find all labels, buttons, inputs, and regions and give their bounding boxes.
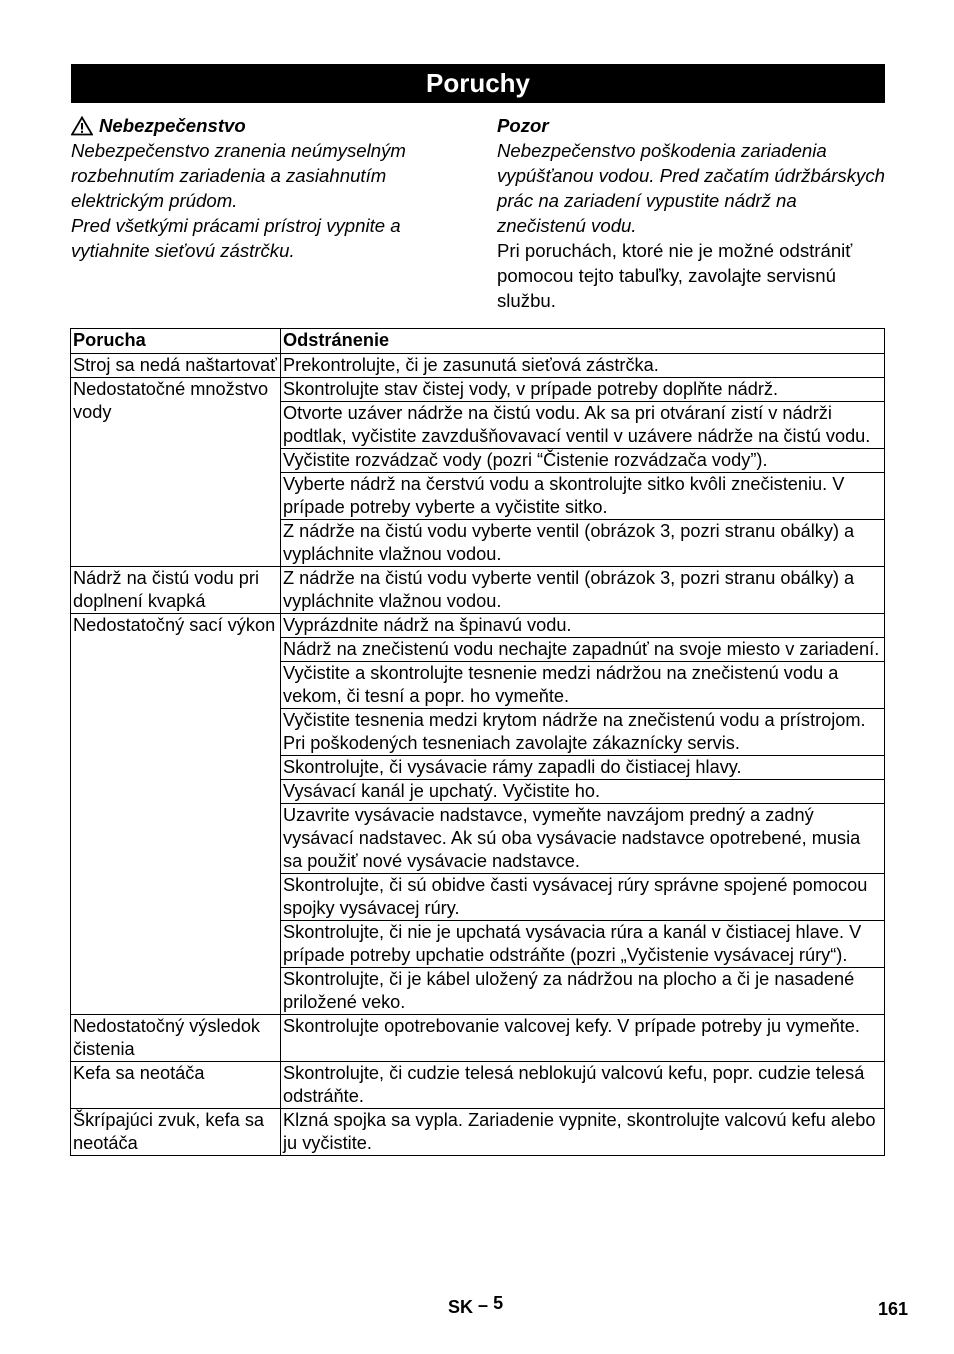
danger-notice (71, 113, 463, 263)
remedy-cell: Vyprázdnite nádrž na špinavú vodu. (281, 614, 885, 638)
danger-line-1: Nebezpečenstvo zranenia neúmyselným rozbehnutím zariadenia a zasiahnutím elektrickým prúdom. (71, 140, 406, 211)
remedy-cell: Vyberte nádrž na čerstvú vodu a skontrolujte sitko kvôli znečisteniu. V prípade potreby vyberte a vyčistite sitko. (281, 473, 885, 520)
page-number: 161 (878, 1299, 909, 1319)
header-remedy: Odstránenie (281, 329, 885, 354)
table-row (71, 354, 885, 378)
remedy-cell: Z nádrže na čistú vodu vyberte ventil (obrázok 3, pozri stranu obálky) a vypláchnite vlažnou vodou. (281, 520, 885, 567)
fault-cell: Stroj sa nedá naštartovať (71, 354, 281, 378)
danger-heading-text: Nebezpečenstvo (99, 115, 246, 136)
fault-cell: Nádrž na čistú vodu pri doplnení kvapká (71, 567, 281, 614)
fault-cell: Nedostatočné množstvo vody (71, 378, 281, 567)
table-body (71, 354, 885, 1156)
remedy-cell: Skontrolujte, či nie je upchatá vysávacia rúra a kanál v čistiacej hlave. V prípade potreby upchatie odstráňte (pozri „Vyčistenie vysávacej rúry“). (281, 921, 885, 968)
danger-line-2: Pred všetkými prácami prístroj vypnite a vytiahnite sieťovú zástrčku. (71, 215, 401, 261)
fault-cell: Škrípajúci zvuk, kefa sa neotáča (71, 1109, 281, 1156)
remedy-cell: Otvorte uzáver nádrže na čistú vodu. Ak sa pri otváraní zistí v nádrži podtlak, vyčistite zavzdušňovavací ventil v uzávere nádrže na čistú vodu. (281, 402, 885, 449)
caution-notice (497, 113, 887, 313)
caution-italic-text: Nebezpečenstvo poškodenia zariadenia vypúšťanou vodou. Pred začatím údržbárskych prác na zariadení vypustite nádrž na znečistenú vodu. (497, 140, 885, 236)
remedy-cell: Vysávací kanál je upchatý. Vyčistite ho. (281, 780, 885, 804)
remedy-cell: Skontrolujte, či cudzie telesá neblokujú valcovú kefu, popr. cudzie telesá odstráňte. (281, 1062, 885, 1109)
caution-text: Pri poruchách, ktoré nie je možné odstrániť pomocou tejto tabuľky, zavolajte servisnú službu. (497, 240, 853, 311)
remedy-cell: Skontrolujte, či sú obidve časti vysávacej rúry správne spojené pomocou spojky vysávacej rúry. (281, 874, 885, 921)
fault-cell: Nedostatočný sací výkon (71, 614, 281, 1015)
remedy-cell: Skontrolujte, či vysávacie rámy zapadli do čistiacej hlavy. (281, 756, 885, 780)
table-row (71, 378, 885, 402)
remedy-cell: Skontrolujte, či je kábel uložený za nádržou na plocho a či je nasadené priložené veko. (281, 968, 885, 1015)
footer-separator: – (478, 1295, 489, 1315)
footer-lang: SK (448, 1297, 474, 1317)
footer-section-page: 5 (493, 1293, 504, 1313)
table-row (71, 1109, 885, 1156)
remedy-cell: Vyčistite a skontrolujte tesnenie medzi nádržou na znečistenú vodu a vekom, či tesní a popr. ho vymeňte. (281, 662, 885, 709)
remedy-cell: Z nádrže na čistú vodu vyberte ventil (obrázok 3, pozri stranu obálky) a vypláchnite vlažnou vodou. (281, 567, 885, 614)
fault-cell: Kefa sa neotáča (71, 1062, 281, 1109)
warning-triangle-icon (71, 116, 93, 136)
table-row (71, 1015, 885, 1062)
remedy-cell: Uzavrite vysávacie nadstavce, vymeňte navzájom predný a zadný vysávací nadstavec. Ak sú oba vysávacie nadstavce opotrebené, musia sa použiť nové vysávacie nadstavce. (281, 804, 885, 874)
troubleshooting-table (70, 328, 885, 1156)
remedy-cell: Vyčistite rozvádzač vody (pozri “Čistenie rozvádzača vody”). (281, 449, 885, 473)
remedy-cell: Skontrolujte stav čistej vody, v prípade potreby doplňte nádrž. (281, 378, 885, 402)
caution-heading: Pozor (497, 115, 549, 136)
remedy-cell: Vyčistite tesnenia medzi krytom nádrže na znečistenú vodu a prístrojom. Pri poškodených tesneniach zavolajte zákaznícky servis. (281, 709, 885, 756)
header-fault: Porucha (71, 329, 281, 354)
page-title: Poruchy (71, 64, 885, 103)
table-row (71, 567, 885, 614)
remedy-cell: Skontrolujte opotrebovanie valcovej kefy. V prípade potreby ju vymeňte. (281, 1015, 885, 1062)
table-row (71, 1062, 885, 1109)
table-header-row (71, 329, 885, 354)
remedy-cell: Prekontrolujte, či je zasunutá sieťová zástrčka. (281, 354, 885, 378)
remedy-cell: Klzná spojka sa vypla. Zariadenie vypnite, skontrolujte valcovú kefu alebo ju vyčistite. (281, 1109, 885, 1156)
fault-cell: Nedostatočný výsledok čistenia (71, 1015, 281, 1062)
table-row (71, 614, 885, 638)
danger-heading (71, 113, 463, 138)
remedy-cell: Nádrž na znečistenú vodu nechajte zapadnúť na svoje miesto v zariadení. (281, 638, 885, 662)
footer-section-label (448, 1293, 504, 1318)
